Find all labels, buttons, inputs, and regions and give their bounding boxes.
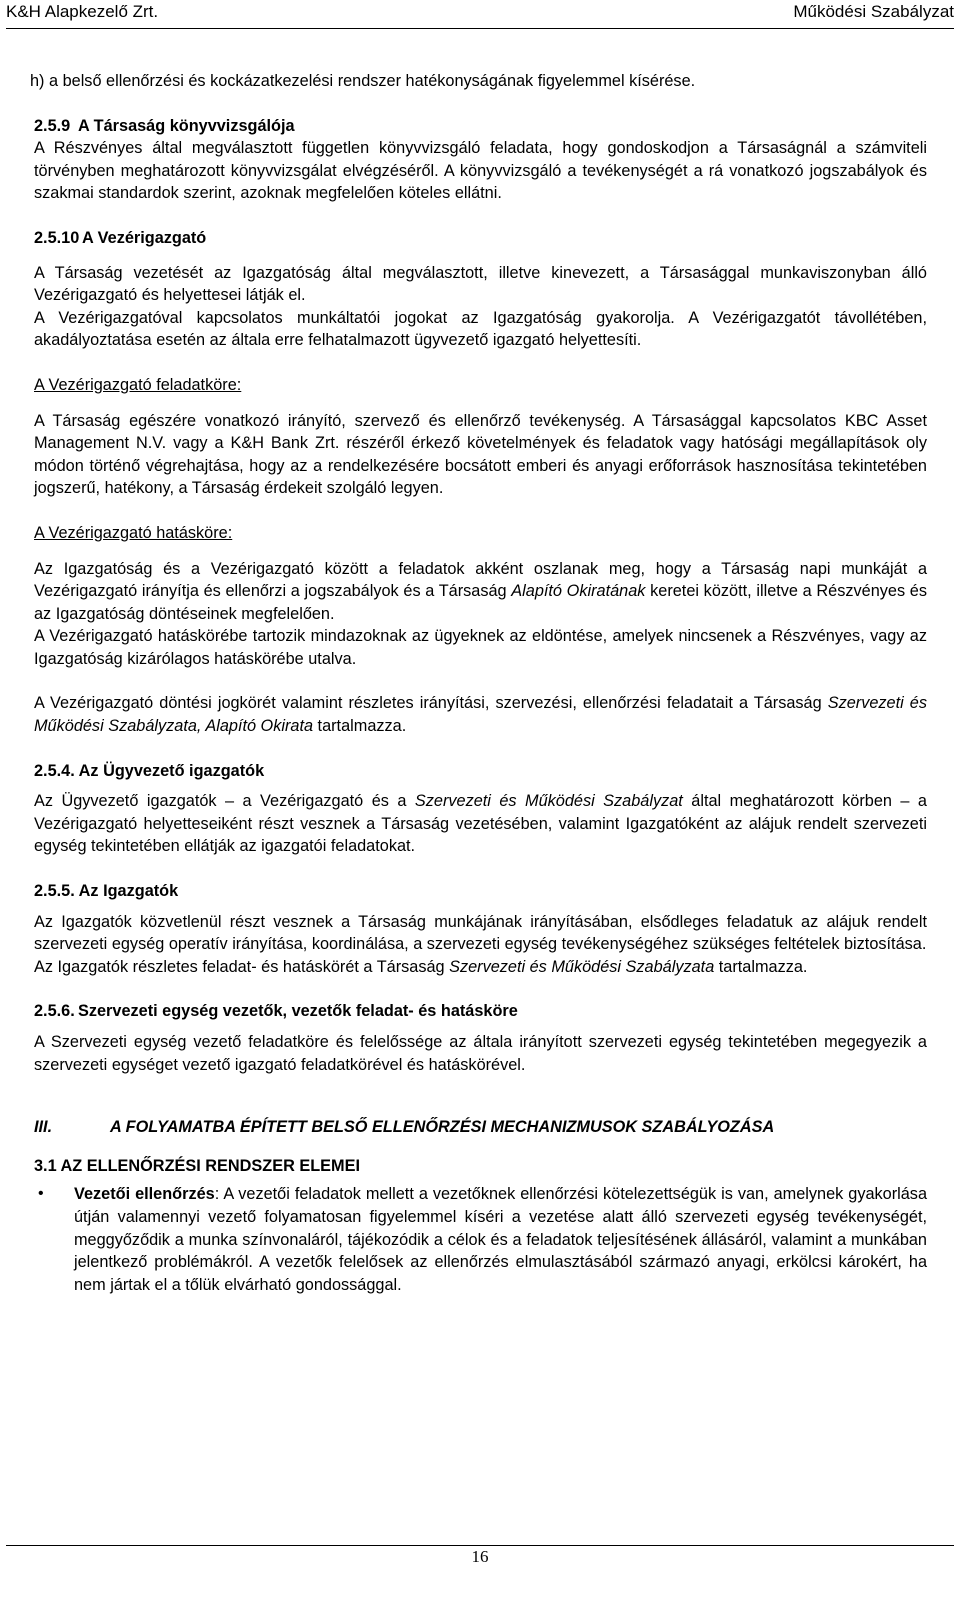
ceo-decision-paragraph: A Vezérigazgató döntési jogkörét valamint részletes irányítási, szervezési, ellenőrzési feladatait a Társaság Szervezeti és Működési Szabályzata, Alapító Okirata tartalmazza. bbox=[34, 694, 927, 736]
ceo-powers-paragraph-2: A Vezérigazgató hatáskörébe tartozik mindazoknak az ügyeknek az eldöntése, amelyek nincsenek a Részvényes, vagy az Igazgatóság kizárólagos hatáskörébe utalva. bbox=[34, 627, 927, 668]
subsection-3-1-heading: 3.1 AZ ELLENŐRZÉSI RENDSZER ELEMEI bbox=[34, 1156, 360, 1175]
chapter-3-heading bbox=[34, 1116, 927, 1139]
page-number: 16 bbox=[471, 1547, 489, 1566]
list-item: • Vezetői ellenőrzés: A vezetői feladatok mellett a vezetőknek ellenőrzési kötelezettségük is van, amelynek gyakorlása útján valamennyi vezető folyamatosan figyelemmel kíséri a vezetése alatt álló szervezeti egység tevékenységét, meggyőződik a munka színvonaláról, tájékozódik a célok és a feladatok teljesítésének állásáról, valamint a munkában jelentkező problémákról. A vezetők felelősek az ellenőrzés elmulasztásából származó anyagi, erkölcsi károkért, ha nem jártak el a tőlük elvárható gondossággal. bbox=[38, 1185, 927, 1294]
section-2-5-10-heading bbox=[34, 227, 927, 250]
section-2-5-6-text: A Szervezeti egység vezető feladatköre és felelőssége az általa irányított szervezeti egység tekintetében megegyezik a szervezeti egységet vezető igazgató feladatkörével és hatáskörével. bbox=[34, 1033, 927, 1074]
chapter-roman-numeral: III. bbox=[34, 1118, 53, 1137]
bullet-icon: • bbox=[38, 1185, 44, 1203]
section-2-5-9-heading bbox=[34, 115, 927, 138]
company-name: K&H Alapkezelő Zrt. bbox=[6, 2, 159, 21]
section-2-5-4-heading: 2.5.4. Az Ügyvezető igazgatók bbox=[34, 761, 265, 780]
page-header bbox=[6, 0, 954, 29]
section-2-5-4-text: Az Ügyvezető igazgatók – a Vezérigazgató és a Szervezeti és Működési Szabályzat által meghatározott körben – a Vezérigazgató helyetteseiként részt vesznek a Társaság vezetésében, valamint Igazgatóként az alájuk rendelt szervezeti egység tekintetében ellátják az igazgatói feladatokat. bbox=[34, 792, 927, 856]
ceo-paragraph-2: A Vezérigazgatóval kapcsolatos munkáltatói jogokat az Igazgatóság gyakorolja. A Vezérigazgatót távollétében, akadályoztatása esetén az általa erre felhatalmazott ügyvezető igazgató helyettesíti. bbox=[34, 308, 927, 350]
section-2-5-6-heading: 2.5.6. Szervezeti egység vezetők, vezetők feladat- és hatásköre bbox=[34, 1002, 518, 1021]
section-number: 2.5.9 bbox=[34, 116, 71, 135]
document-title: Működési Szabályzat bbox=[793, 2, 954, 21]
page-content bbox=[30, 70, 927, 1296]
ceo-duties-text: A Társaság egészére vonatkozó irányító, szervező és ellenőrző tevékenység. A Társasággal kapcsolatos KBC Asset Management N.V. vagy a K&H Bank Zrt. részéről érkező követelmények és feladatok vagy hatósági megállapítások oly módon történő végrehajtása, hogy az a rendelkezésére bocsátott emberi és anyagi erőforrások hasznosítása tekintetében jogszerű, hatékony, a Társaság érdekeit szolgáló legyen. bbox=[34, 411, 927, 498]
section-number: 2.5.10 bbox=[34, 228, 80, 247]
intro-item-h: h) a belső ellenőrzési és kockázatkezelési rendszer hatékonyságának figyelemmel kísérése. bbox=[30, 72, 696, 90]
ceo-duties-title: A Vezérigazgató feladatköre: bbox=[34, 375, 242, 394]
section-2-5-5-text-2: Az Igazgatók részletes feladat- és hatáskörét a Társaság Szervezeti és Működési Szabályzata tartalmazza. bbox=[34, 957, 808, 976]
section-title: A Társaság könyvvizsgálója bbox=[78, 116, 295, 135]
ceo-powers-title: A Vezérigazgató hatásköre: bbox=[34, 523, 233, 542]
ceo-powers-paragraph-1: Az Igazgatóság és a Vezérigazgató között a feladatok akként oszlanak meg, hogy a Társaság napi munkáját a Vezérigazgató irányítja és ellenőrzi a jogszabályok és a Társaság Alapító Okiratának keretei között, illetve a Részvényes és az Igazgatóság döntéseinek megfelelően. bbox=[34, 559, 927, 623]
section-2-5-9-text: A Részvényes által megválasztott független könyvvizsgáló feladata, hogy gondoskodjon a Társaságnál a számviteli törvényben meghatározott könyvvizsgálat elvégzéséről. A könyvvizsgáló a tevékenységét a rá vonatkozó jogszabályok és szakmai standardok szerint, azoknak megfelelően köteles ellátni. bbox=[34, 139, 927, 203]
section-2-5-5-heading: 2.5.5. Az Igazgatók bbox=[34, 882, 179, 901]
chapter-title: A FOLYAMATBA ÉPÍTETT BELSŐ ELLENŐRZÉSI MECHANIZMUSOK SZABÁLYOZÁSA bbox=[110, 1118, 775, 1137]
control-elements-list bbox=[34, 1183, 927, 1296]
ceo-paragraph-1: A Társaság vezetését az Igazgatóság által megválasztott, illetve kinevezett, a Társasággal munkaviszonyban álló Vezérigazgató és helyettesei látják el. bbox=[34, 263, 927, 305]
section-title: A Vezérigazgató bbox=[82, 228, 207, 247]
section-2-5-5-text-1: Az Igazgatók közvetlenül részt vesznek a Társaság munkájának irányításában, elsődleges feladatuk az alájuk rendelt szervezeti egység operatív irányítása, koordinálása, a szervezeti egység tevékenységéhez szükséges feltételek biztosítása. bbox=[34, 912, 927, 954]
